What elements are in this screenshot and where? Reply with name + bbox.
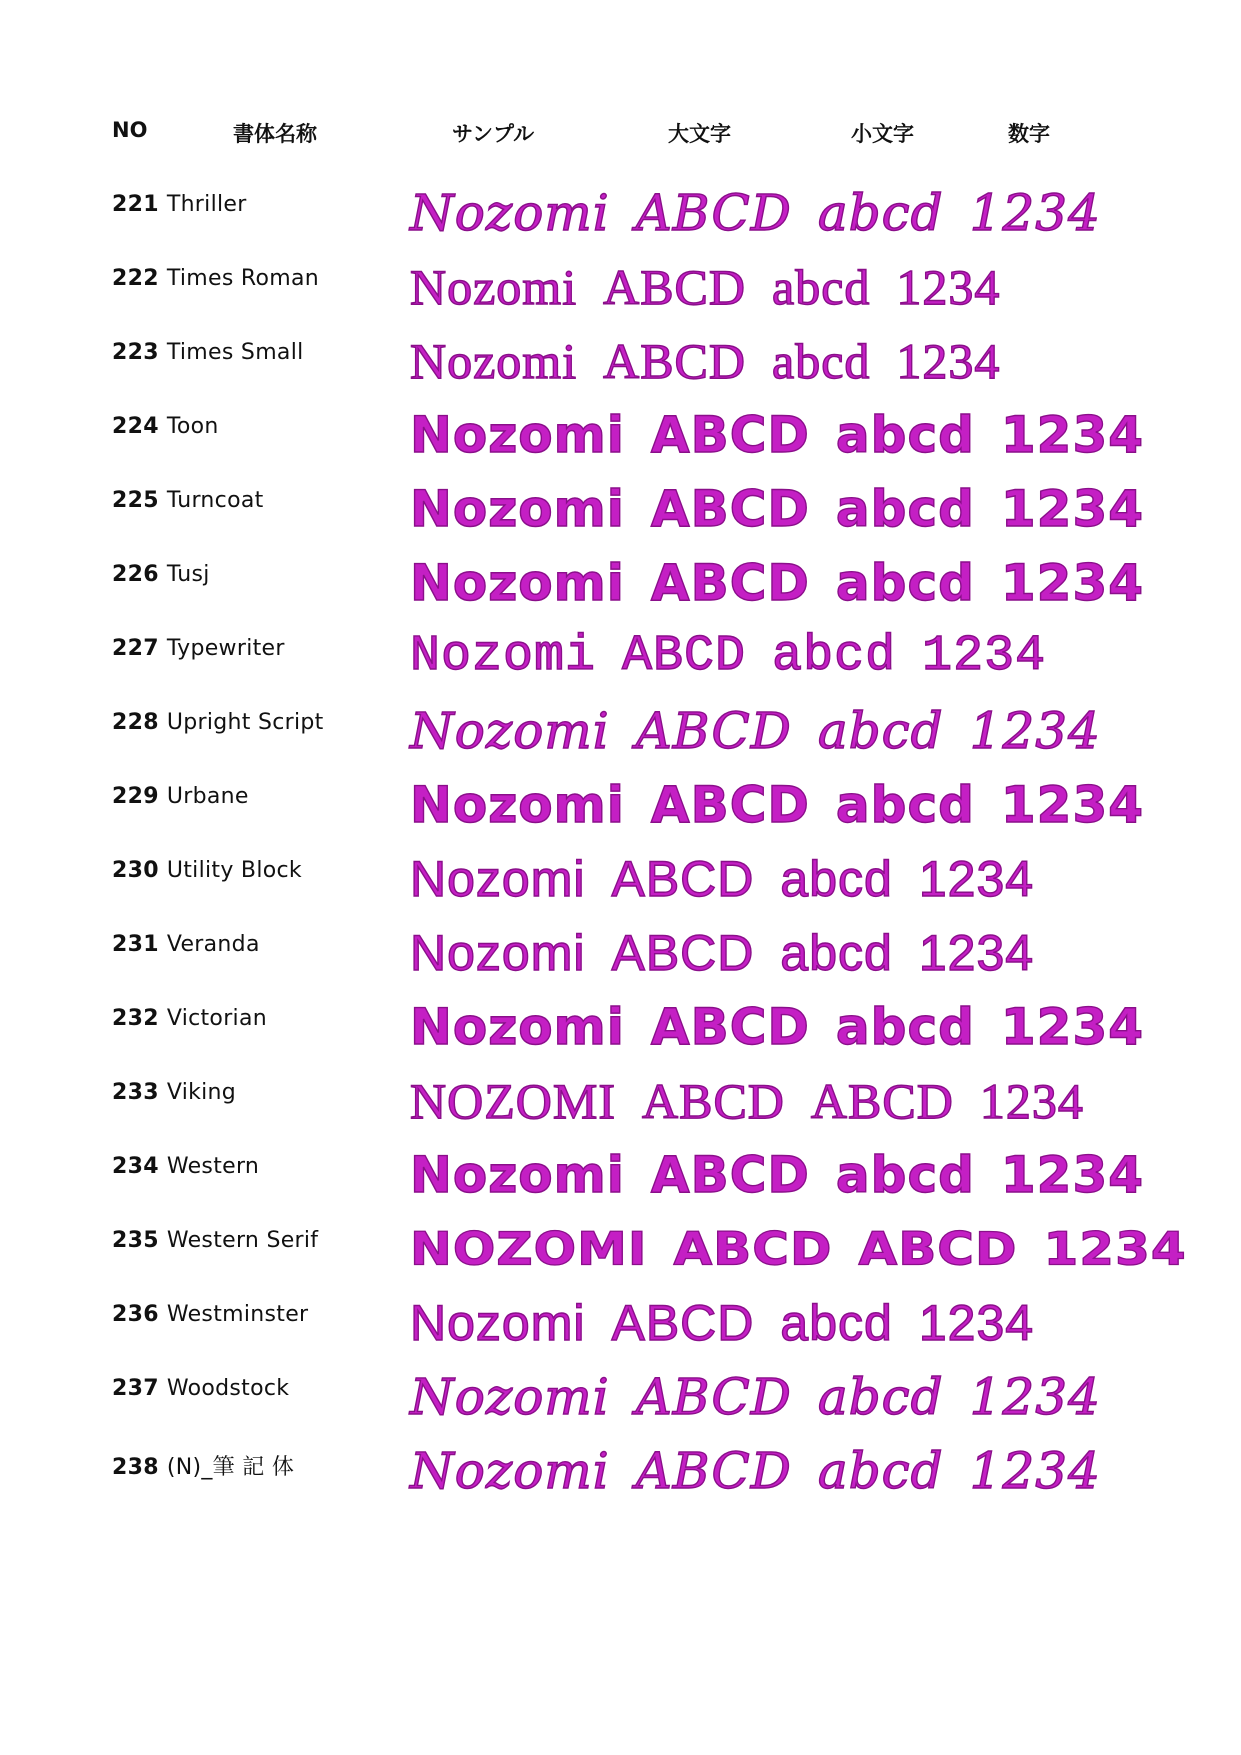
font-label (112, 1450, 294, 1481)
sample-word: ABCD (611, 925, 755, 981)
sample-word: ABCD (650, 998, 810, 1056)
font-row (0, 326, 1241, 400)
font-label (112, 488, 264, 513)
font-number: 238 (112, 1455, 159, 1480)
sample-word: Nozomi (410, 776, 625, 834)
font-label (112, 1006, 267, 1031)
font-sample (410, 476, 1145, 542)
header-digits: 数字 (1008, 122, 1050, 146)
sample-word: 1234 (896, 333, 1001, 389)
sample-word: 1234 (922, 628, 1047, 685)
font-number: 224 (112, 414, 159, 439)
font-label (112, 1228, 318, 1253)
font-name: Urbane (166, 784, 249, 809)
sample-word: 1234 (1000, 480, 1145, 538)
sample-word: NOZOMI (410, 1073, 616, 1129)
font-sample (410, 772, 1145, 838)
font-row (0, 548, 1241, 622)
font-number: 232 (112, 1006, 159, 1031)
font-label (112, 266, 319, 291)
sample-word: ABCD (650, 480, 810, 538)
sample-word: ABCD (603, 259, 747, 315)
font-number: 223 (112, 340, 159, 365)
font-name: Thriller (166, 192, 247, 217)
font-number: 234 (112, 1154, 159, 1179)
header-lowercase: 小文字 (851, 122, 914, 146)
sample-word: Nozomi (410, 1368, 610, 1426)
font-label (112, 1376, 289, 1401)
font-number: 221 (112, 192, 159, 217)
sample-word: 1234 (1000, 406, 1145, 464)
sample-word: Nozomi (410, 406, 625, 464)
font-label (112, 192, 247, 217)
font-name: Victorian (166, 1006, 267, 1031)
sample-word: ABCD (635, 1368, 792, 1426)
sample-word: abcd (835, 1146, 975, 1204)
sample-word: ABCD (650, 406, 810, 464)
font-number: 237 (112, 1376, 159, 1401)
font-name: Viking (166, 1080, 237, 1105)
font-name: Tusj (166, 562, 210, 587)
font-sample (410, 254, 1110, 320)
font-row (0, 1436, 1241, 1510)
font-name: Veranda (166, 932, 260, 957)
sample-word: Nozomi (410, 259, 578, 315)
font-row (0, 474, 1241, 548)
font-number: 225 (112, 488, 159, 513)
font-number: 229 (112, 784, 159, 809)
font-number: 231 (112, 932, 159, 957)
font-name: Westminster (166, 1302, 309, 1327)
sample-word: 1234 (918, 1295, 1035, 1351)
sample-word: abcd (772, 628, 897, 685)
font-number: 233 (112, 1080, 159, 1105)
sample-word: ABCD (603, 333, 747, 389)
sample-word: Nozomi (410, 702, 610, 760)
font-name: Utility Block (166, 858, 302, 883)
sample-word: abcd (780, 925, 893, 981)
sample-word: abcd (817, 184, 944, 242)
font-name: Upright Script (166, 710, 324, 735)
header-sample: サンプル (452, 122, 535, 146)
font-name: Times Small (166, 340, 304, 365)
font-sample (410, 402, 1145, 468)
header-no: NO (112, 118, 148, 142)
font-label (112, 414, 219, 439)
font-number: 230 (112, 858, 159, 883)
sample-word: 1234 (1000, 998, 1145, 1056)
font-row (0, 1140, 1241, 1214)
sample-word: 1234 (969, 184, 1101, 242)
font-sample (410, 1364, 1110, 1430)
sample-word: abcd (772, 259, 871, 315)
sample-word: ABCD (611, 851, 755, 907)
sample-word: abcd (835, 406, 975, 464)
sample-word: ABCD (635, 184, 792, 242)
sample-word: ABCD (673, 1222, 833, 1276)
sample-word: NOZOMI (410, 1222, 648, 1276)
sample-word: Nozomi (410, 628, 597, 685)
font-name: Turncoat (166, 488, 264, 513)
font-number: 227 (112, 636, 159, 661)
font-sample (410, 328, 1110, 394)
sample-word: Nozomi (410, 1442, 610, 1500)
header-font-name: 書体名称 (233, 122, 317, 146)
font-number: 228 (112, 710, 159, 735)
sample-word: ABCD (622, 628, 747, 685)
table-header (0, 118, 1241, 148)
font-sample (410, 698, 1110, 764)
sample-word: ABCD (650, 776, 810, 834)
font-row (0, 1362, 1241, 1436)
font-row (0, 622, 1241, 696)
font-number: 235 (112, 1228, 159, 1253)
sample-word: ABCD (635, 1442, 792, 1500)
font-name: Woodstock (166, 1376, 290, 1401)
font-row (0, 1288, 1241, 1362)
sample-word: abcd (835, 554, 975, 612)
font-sample (410, 1142, 1145, 1208)
font-label (112, 562, 210, 587)
sample-word: abcd (835, 776, 975, 834)
sample-word: ABCD (641, 1073, 785, 1129)
sample-word: Nozomi (410, 480, 625, 538)
font-sample (410, 994, 1145, 1060)
header-uppercase: 大文字 (668, 122, 731, 146)
font-label (112, 784, 249, 809)
font-label (112, 932, 260, 957)
sample-word: 1234 (1000, 1146, 1145, 1204)
font-name: Typewriter (166, 636, 285, 661)
sample-word: 1234 (969, 1442, 1101, 1500)
font-label (112, 1302, 308, 1327)
font-sample (410, 920, 1110, 986)
sample-word: ABCD (650, 554, 810, 612)
sample-word: abcd (772, 333, 871, 389)
sample-word: Nozomi (410, 554, 625, 612)
font-label (112, 1080, 236, 1105)
sample-word: abcd (835, 480, 975, 538)
sample-word: Nozomi (410, 1146, 625, 1204)
font-row (0, 1214, 1241, 1288)
font-number: 236 (112, 1302, 159, 1327)
font-label (112, 858, 302, 883)
sample-word: ABCD (650, 1146, 810, 1204)
sample-word: abcd (780, 1295, 893, 1351)
font-label (112, 636, 285, 661)
sample-word: 1234 (1043, 1222, 1187, 1276)
font-row (0, 178, 1241, 252)
font-sample (410, 1219, 1187, 1278)
sample-word: 1234 (969, 1368, 1101, 1426)
font-sample (410, 1438, 1110, 1504)
font-number: 222 (112, 266, 159, 291)
font-name: Western (166, 1154, 260, 1179)
sample-word: 1234 (979, 1073, 1084, 1129)
font-row (0, 252, 1241, 326)
font-sample (410, 550, 1145, 616)
font-row (0, 844, 1241, 918)
font-sample (410, 846, 1110, 912)
sample-word: ABCD (810, 1073, 954, 1129)
sample-word: 1234 (969, 702, 1101, 760)
font-sample (410, 624, 1110, 690)
sample-word: Nozomi (410, 925, 586, 981)
font-row (0, 1066, 1241, 1140)
sample-word: Nozomi (410, 1295, 586, 1351)
sample-word: abcd (835, 998, 975, 1056)
sample-word: abcd (817, 1442, 944, 1500)
font-label (112, 340, 304, 365)
sample-word: Nozomi (410, 184, 610, 242)
sample-word: Nozomi (410, 333, 578, 389)
sample-word: 1234 (896, 259, 1001, 315)
font-number: 226 (112, 562, 159, 587)
font-name: Times Roman (166, 266, 320, 291)
font-label (112, 710, 324, 735)
sample-word: Nozomi (410, 851, 586, 907)
sample-word: 1234 (918, 851, 1035, 907)
font-row (0, 918, 1241, 992)
font-name: Toon (166, 414, 219, 439)
sample-word: abcd (780, 851, 893, 907)
font-label (112, 1154, 259, 1179)
font-row (0, 696, 1241, 770)
font-row (0, 770, 1241, 844)
font-sample (410, 1068, 1110, 1134)
sample-word: ABCD (635, 702, 792, 760)
font-row (0, 992, 1241, 1066)
sample-word: ABCD (858, 1222, 1018, 1276)
font-name: Western Serif (166, 1228, 319, 1253)
font-row (0, 400, 1241, 474)
font-sample (410, 180, 1110, 246)
sample-word: abcd (817, 1368, 944, 1426)
font-sample (410, 1290, 1110, 1356)
sample-word: 1234 (918, 925, 1035, 981)
sample-word: abcd (817, 702, 944, 760)
font-list (0, 178, 1241, 1510)
sample-word: ABCD (611, 1295, 755, 1351)
sample-word: Nozomi (410, 998, 625, 1056)
sample-word: 1234 (1000, 554, 1145, 612)
font-name: (N)_筆 記 体 (166, 1455, 295, 1480)
sample-word: 1234 (1000, 776, 1145, 834)
